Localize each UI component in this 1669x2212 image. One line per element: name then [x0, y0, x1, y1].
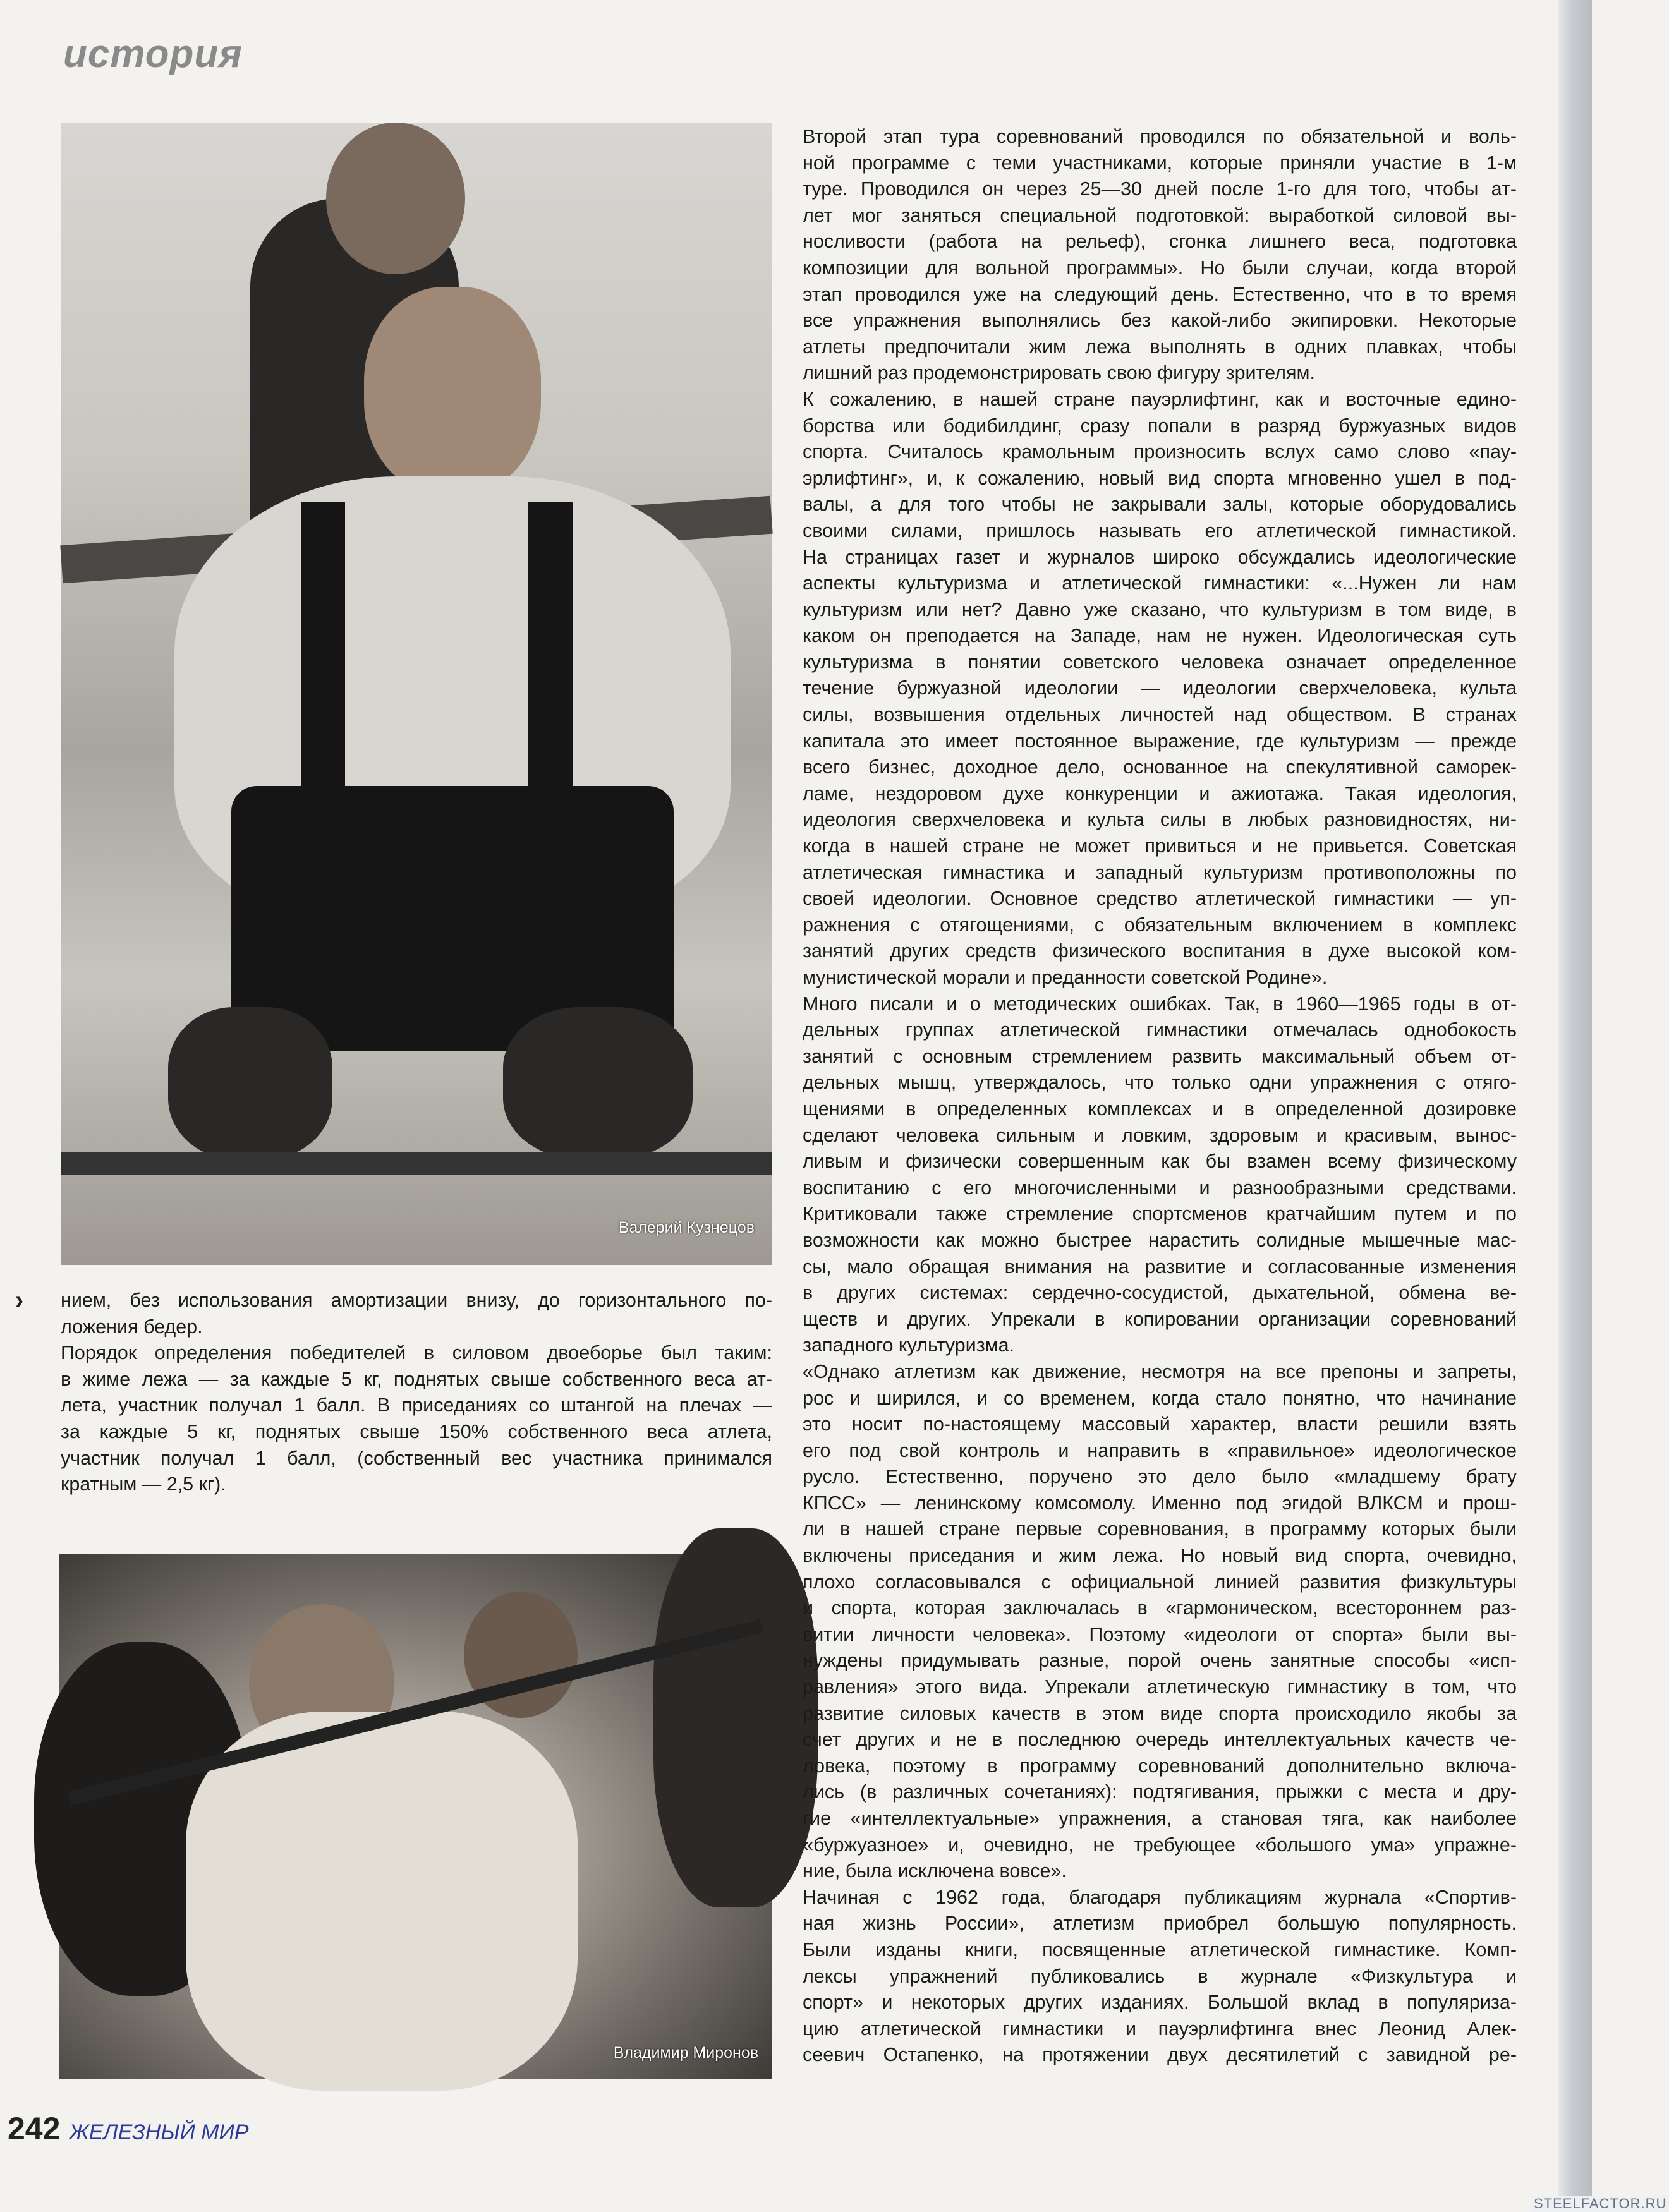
- text-line: витии личности человека». Поэтому «идеологи от спорта» были вы-: [803, 1623, 1517, 1645]
- text-line: валы, а для того чтобы не закрывали залы, которые оборудовались: [803, 493, 1517, 516]
- text-line: капитала это имеет постоянное выражение, где культуризм — прежде: [803, 730, 1517, 752]
- text-line: дельных мышц, утверждалось, что только одни упражнения с отяго-: [803, 1072, 1517, 1094]
- text-line: ной программе с теми участниками, которые приняли участие в 1-м: [803, 152, 1517, 174]
- text-line: ловека, поэтому в программу соревнований дополнительно включа-: [803, 1755, 1517, 1777]
- paragraph: [803, 1885, 1517, 2069]
- text-line: нием, без использования амортизации внизу, до горизонтального по-: [61, 1290, 772, 1311]
- text-line: К сожалению, в нашей стране пауэрлифтинг, как и восточные едино-: [803, 388, 1517, 410]
- text-line: композиции для вольной программы». Но были случаи, когда второй: [803, 257, 1517, 279]
- text-line: ливым и физически совершенным как бы взамен всему физическому: [803, 1151, 1517, 1173]
- text-line: воспитанию с его многочисленными и разнообразными средствами.: [803, 1176, 1517, 1199]
- text-line: лись (в различных сочетаниях): подтягивания, прыжки с места и дру-: [803, 1781, 1517, 1803]
- text-line: всего бизнес, доходное дело, основанное на спекулятивной саморек-: [803, 756, 1517, 778]
- photo-squat-2: [59, 1554, 772, 2079]
- text-line: кратным — 2,5 кг).: [61, 1473, 226, 1496]
- section-title: история: [63, 32, 243, 76]
- text-line: лет мог заняться специальной подготовкой: выработкой силовой вы-: [803, 204, 1517, 226]
- left-column-text: [61, 1288, 772, 1498]
- text-line: своими силами, пришлось называть его атлетической гимнастикой.: [803, 519, 1517, 541]
- text-line: туре. Проводился он через 25—30 дней после 1-го для того, чтобы ат-: [803, 178, 1517, 200]
- text-line: спорт» и некоторых других изданиях. Большой вклад в популяриза-: [803, 1991, 1517, 2014]
- text-line: КПСС» — ленинскому комсомолу. Именно под эгидой ВЛКСМ и прош-: [803, 1492, 1517, 1514]
- text-line: лексы упражнений публиковались в журнале «Физкультура и: [803, 1965, 1517, 1987]
- text-line: возможности как можно быстрее нарастить солидные мышечные мас-: [803, 1229, 1517, 1251]
- text-line: счет других и не в последнюю очередь интеллектуальных качеств че-: [803, 1729, 1517, 1751]
- continuation-arrow-icon: ›: [15, 1286, 24, 1314]
- text-line: цию атлетической гимнастики и пауэрлифтинга внес Леонид Алек-: [803, 2017, 1517, 2040]
- text-line: Много писали и о методических ошибках. Так, в 1960—1965 годы в от-: [803, 993, 1517, 1015]
- text-line: «буржуазное» и, очевидно, не требующее «большого ума» упражне-: [803, 1834, 1517, 1856]
- text-line: развитие силовых качеств в этом виде спорта происходило якобы за: [803, 1702, 1517, 1724]
- text-line: в жиме лежа — за каждые 5 кг, поднятых свыше собственного веса ат-: [61, 1368, 772, 1390]
- text-line: ложения бедер.: [61, 1315, 203, 1338]
- photo-squat: [61, 123, 772, 1265]
- text-line: участник получал 1 балл, (собственный вес участника принимался: [61, 1447, 772, 1469]
- text-line: силы, возвышения отдельных личностей над обществом. В странах: [803, 704, 1517, 726]
- text-line: атлеты предпочитали жим лежа выполнять в одних плавках, чтобы: [803, 335, 1517, 358]
- text-line: атлетическая гимнастика и западный культуризм противоположны по: [803, 861, 1517, 883]
- text-line: каком он преподается на Западе, нам не нужен. Идеологическая суть: [803, 625, 1517, 647]
- text-line: культуризма в понятии советского человека означает определенное: [803, 651, 1517, 673]
- text-line: своей идеологии. Основное средство атлетической гимнастики — уп-: [803, 888, 1517, 910]
- text-line: спорта. Считалось крамольным произносить вслух само слово «пау-: [803, 441, 1517, 463]
- text-line: ли в нашей стране первые соревнования, в программу которых были: [803, 1518, 1517, 1540]
- paragraph: [803, 1359, 1517, 1885]
- watermark: STEELFACTOR.RU: [1531, 2196, 1669, 2212]
- text-line: ная жизнь России», атлетизм приобрел большую популярность.: [803, 1913, 1517, 1935]
- text-line: сы, мало обращая внимания на развитие и согласованные изменения: [803, 1255, 1517, 1278]
- text-line: носливости (работа на рельеф), сгонка лишнего веса, подготовка: [803, 231, 1517, 253]
- text-line: когда в нашей стране не может привиться и не привьется. Советская: [803, 835, 1517, 857]
- text-line: его под свой контроль и направить в «правильное» идеологическое: [803, 1439, 1517, 1461]
- text-line: сеевич Остапенко, на протяжении двух десятилетий с завидной ре-: [803, 2044, 1517, 2066]
- text-line: «Однако атлетизм как движение, несмотря на все препоны и запреты,: [803, 1360, 1517, 1382]
- text-line: и спорта, которая заключалась в «гармоническом, всестороннем раз-: [803, 1597, 1517, 1619]
- text-line: Порядок определения победителей в силовом двоеборье был таким:: [61, 1342, 772, 1364]
- paragraph: [803, 991, 1517, 1359]
- text-line: в других системах: сердечно-сосудистой, дыхательной, обмена ве-: [803, 1282, 1517, 1304]
- text-line: лишний раз продемонстрировать свою фигуру зрителям.: [803, 362, 1315, 384]
- text-line: На страницах газет и журналов широко обсуждались идеологические: [803, 546, 1517, 568]
- text-line: гие «интеллектуальные» упражнения, а становая тяга, как наиболее: [803, 1808, 1517, 1829]
- text-line: идеология сверхчеловека и культа силы в любых разновидностях, ни-: [803, 809, 1517, 831]
- text-line: борства или бодибилдинг, сразу попали в разряд буржуазных видов: [803, 414, 1517, 437]
- paragraph: [803, 387, 1517, 991]
- text-line: ществ и других. Упрекали в копировании организации соревнований: [803, 1308, 1517, 1330]
- text-line: этап проводился уже на следующий день. Естественно, что в то время: [803, 283, 1517, 305]
- text-line: ламе, нездоровом духе конкуренции и ажиотажа. Такая идеология,: [803, 782, 1517, 804]
- page-gutter: [1558, 0, 1592, 2208]
- paragraph: [803, 124, 1517, 387]
- paragraph: [61, 1288, 772, 1340]
- magazine-title: ЖЕЛЕЗНЫЙ МИР: [69, 2120, 249, 2144]
- text-line: Начиная с 1962 года, благодаря публикациям журнала «Спортив-: [803, 1886, 1517, 1908]
- text-line: Второй этап тура соревнований проводился по обязательной и воль-: [803, 126, 1517, 147]
- text-line: нуждены придумывать разные, порой очень занятные способы «исп-: [803, 1650, 1517, 1672]
- text-line: лета, участник получал 1 балл. В приседаниях со штангой на плечах —: [61, 1394, 772, 1417]
- text-line: эрлифтинг», и, к сожалению, новый вид спорта мгновенно ушел в под-: [803, 467, 1517, 489]
- right-column-text: [803, 124, 1517, 2069]
- text-line: Были изданы книги, посвященные атлетической гимнастике. Комп-: [803, 1938, 1517, 1961]
- text-line: течение буржуазной идеологии — идеологии сверхчеловека, культа: [803, 677, 1517, 699]
- text-line: занятий других средств физического воспитания в духе высокой ком-: [803, 940, 1517, 962]
- photo-caption: Владимир Миронов: [613, 2044, 758, 2062]
- text-line: Критиковали также стремление спортсменов кратчайшим путем и по: [803, 1203, 1517, 1225]
- photo-caption: Валерий Кузнецов: [618, 1219, 755, 1236]
- text-line: культуризм или нет? Давно уже сказано, что культуризм в том виде, в: [803, 598, 1517, 620]
- text-line: сделают человека сильным и ловким, здоровым и красивым, вынос-: [803, 1124, 1517, 1146]
- text-line: включены приседания и жим лежа. Но новый вид спорта, очевидно,: [803, 1545, 1517, 1567]
- text-line: аспекты культуризма и атлетической гимнастики: «...Нужен ли нам: [803, 572, 1517, 595]
- paragraph: [61, 1340, 772, 1498]
- text-line: рос и ширился, и со временем, когда стало понятно, что начинание: [803, 1387, 1517, 1409]
- text-line: ние, была исключена вовсе».: [803, 1860, 1067, 1882]
- page-footer: [8, 2110, 249, 2147]
- text-line: плохо согласовывался с официальной линией развития физкультуры: [803, 1571, 1517, 1593]
- text-line: занятий с основным стремлением развить максимальный объем от-: [803, 1045, 1517, 1067]
- text-line: мунистической морали и преданности советской Родине».: [803, 967, 1328, 988]
- text-line: ражнения с отягощениями, с обязательным включением в комплекс: [803, 914, 1517, 936]
- text-line: щениями в определенных комплексах и в определенной дозировке: [803, 1097, 1517, 1120]
- text-line: за каждые 5 кг, поднятых свыше 150% собственного веса атлета,: [61, 1420, 772, 1442]
- text-line: русло. Естественно, поручено это дело было «младшему брату: [803, 1466, 1517, 1488]
- text-line: западного культуризма.: [803, 1334, 1015, 1357]
- text-line: равления» этого вида. Упрекали атлетическую гимнастику в том, что: [803, 1676, 1517, 1698]
- text-line: дельных группах атлетической гимнастики отмечалась однобокость: [803, 1019, 1517, 1041]
- text-line: это носит по-настоящему массовый характер, власти решили взять: [803, 1413, 1517, 1435]
- text-line: все упражнения выполнялись без какой-либо экипировки. Некоторые: [803, 310, 1517, 332]
- page-number: 242: [8, 2111, 61, 2146]
